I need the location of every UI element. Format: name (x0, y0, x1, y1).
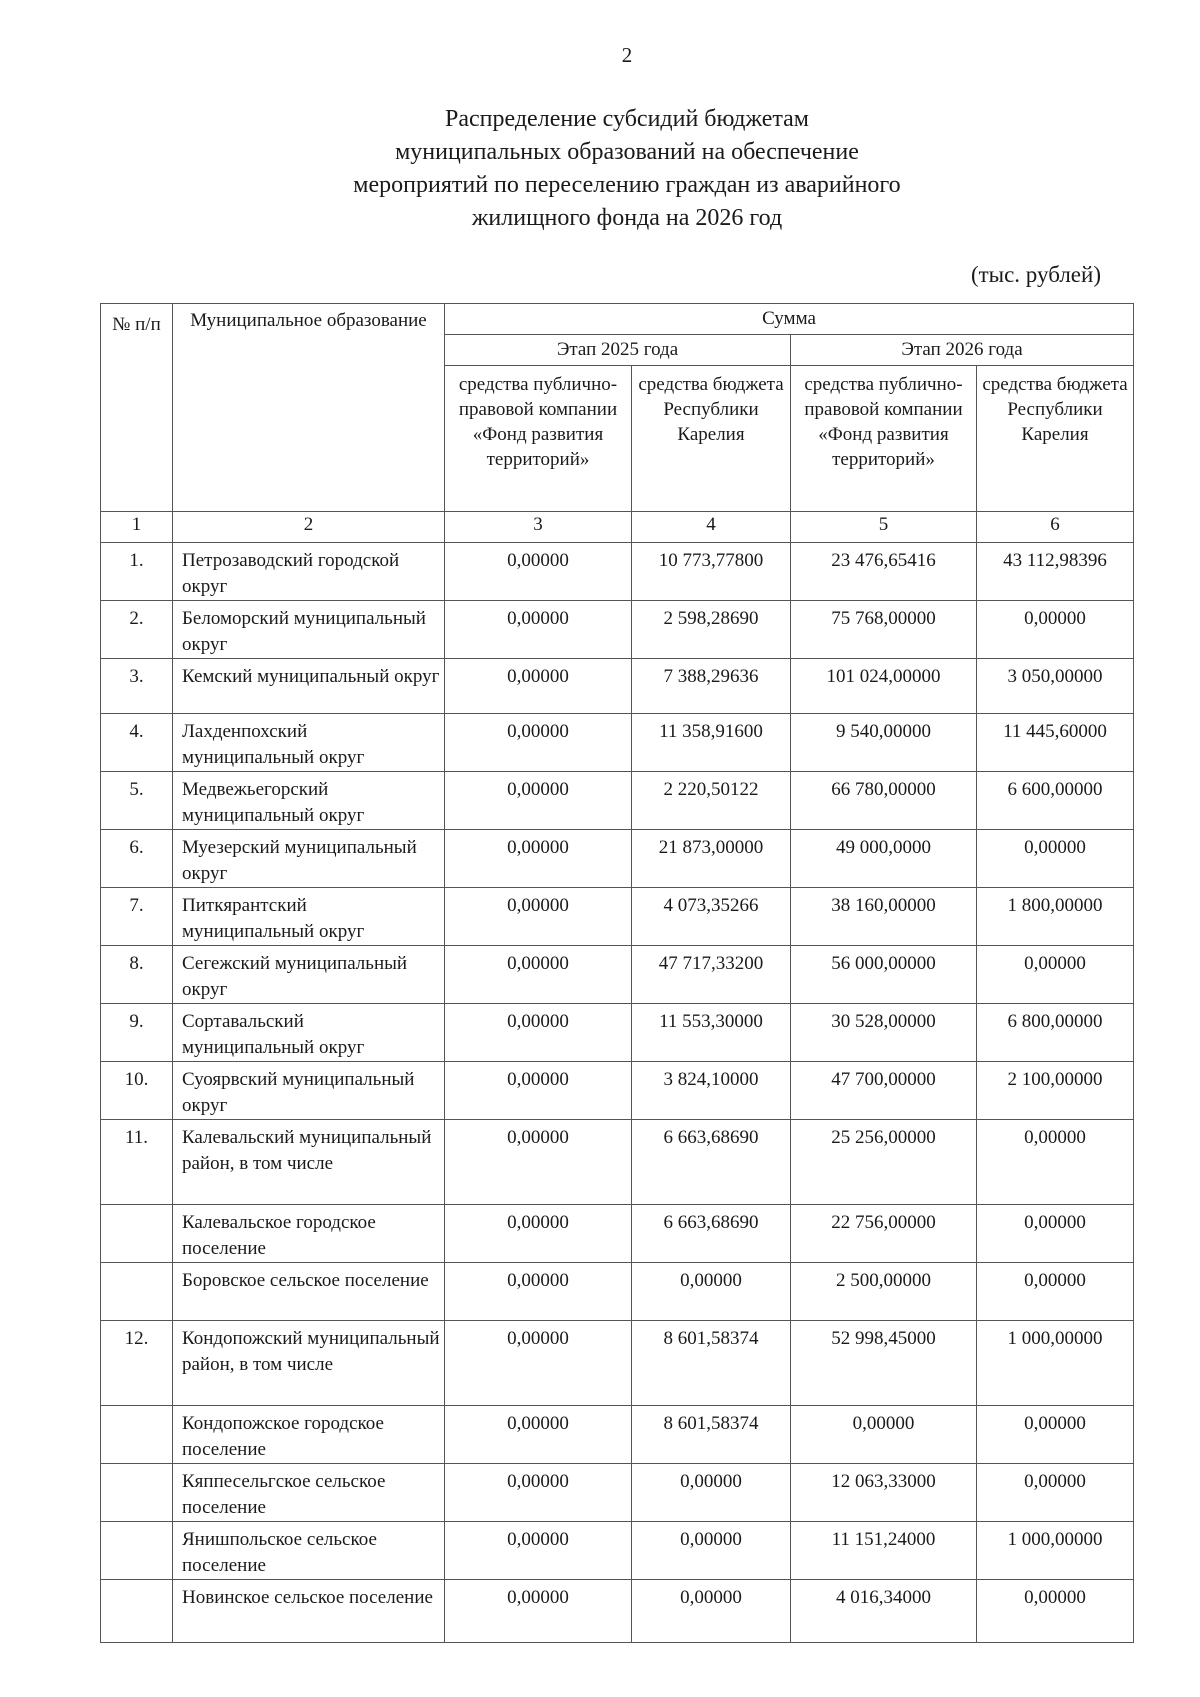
budget-2025-value: 10 773,77800 (632, 543, 791, 601)
budget-2026-value: 0,00000 (977, 1464, 1134, 1522)
header-municipality: Муниципальное образование (173, 304, 445, 512)
row-number: 8. (101, 946, 173, 1004)
municipality-name: Суоярвский муниципальный округ (173, 1062, 445, 1120)
header-fund-2026: средства публично-правовой компании «Фонд развития территорий» (791, 366, 977, 512)
budget-2026-value: 0,00000 (977, 946, 1134, 1004)
row-number: 6. (101, 830, 173, 888)
row-number: 11. (101, 1120, 173, 1205)
fund-2026-value: 30 528,00000 (791, 1004, 977, 1062)
fund-2025-value: 0,00000 (445, 1263, 632, 1321)
municipality-name: Муезерский муниципальный округ (173, 830, 445, 888)
budget-2026-value: 6 600,00000 (977, 772, 1134, 830)
header-num: № п/п (101, 304, 173, 512)
municipality-name: Кяппесельгское сельское поселение (173, 1464, 445, 1522)
row-number (101, 1464, 173, 1522)
municipality-name: Медвежьегорский муниципальный округ (173, 772, 445, 830)
fund-2026-value: 4 016,34000 (791, 1580, 977, 1643)
municipality-name: Беломорский муниципальный округ (173, 601, 445, 659)
budget-2025-value: 2 598,28690 (632, 601, 791, 659)
fund-2025-value: 0,00000 (445, 1321, 632, 1406)
table-row (101, 1205, 1134, 1263)
table-body (101, 512, 1134, 1643)
header-budget-2025: средства бюджета Республики Карелия (632, 366, 791, 512)
budget-2025-value: 3 824,10000 (632, 1062, 791, 1120)
municipality-name: Сегежский муниципальный округ (173, 946, 445, 1004)
table-row (101, 714, 1134, 772)
row-number: 2. (101, 601, 173, 659)
page-number: 2 (621, 43, 633, 67)
budget-2026-value: 0,00000 (977, 601, 1134, 659)
fund-2026-value: 23 476,65416 (791, 543, 977, 601)
municipality-name: Петрозаводский городской округ (173, 543, 445, 601)
budget-2025-value: 11 553,30000 (632, 1004, 791, 1062)
row-number: 4. (101, 714, 173, 772)
table-row (101, 946, 1134, 1004)
row-number (101, 1580, 173, 1643)
title-line: мероприятий по переселению граждан из аварийного (353, 172, 901, 198)
table-row (101, 1464, 1134, 1522)
column-index: 6 (977, 512, 1134, 543)
table-row (101, 1522, 1134, 1580)
fund-2026-value: 0,00000 (791, 1406, 977, 1464)
fund-2025-value: 0,00000 (445, 543, 632, 601)
row-number: 9. (101, 1004, 173, 1062)
fund-2025-value: 0,00000 (445, 946, 632, 1004)
fund-2026-value: 11 151,24000 (791, 1522, 977, 1580)
fund-2026-value: 12 063,33000 (791, 1464, 977, 1522)
row-number: 7. (101, 888, 173, 946)
budget-2025-value: 11 358,91600 (632, 714, 791, 772)
fund-2026-value: 25 256,00000 (791, 1120, 977, 1205)
fund-2026-value: 9 540,00000 (791, 714, 977, 772)
budget-2026-value: 1 000,00000 (977, 1522, 1134, 1580)
row-number (101, 1205, 173, 1263)
fund-2025-value: 0,00000 (445, 1580, 632, 1643)
row-number: 12. (101, 1321, 173, 1406)
fund-2025-value: 0,00000 (445, 1464, 632, 1522)
table-row (101, 601, 1134, 659)
budget-2026-value: 11 445,60000 (977, 714, 1134, 772)
budget-2025-value: 8 601,58374 (632, 1406, 791, 1464)
row-number (101, 1406, 173, 1464)
budget-2025-value: 0,00000 (632, 1263, 791, 1321)
fund-2025-value: 0,00000 (445, 830, 632, 888)
table-row (101, 1120, 1134, 1205)
budget-2025-value: 7 388,29636 (632, 659, 791, 714)
municipality-name: Лахденпохский муниципальный округ (173, 714, 445, 772)
table-header (101, 304, 1134, 512)
fund-2026-value: 2 500,00000 (791, 1263, 977, 1321)
table-row (101, 772, 1134, 830)
table-row (101, 659, 1134, 714)
municipality-name: Питкярантский муниципальный округ (173, 888, 445, 946)
subsidy-table (100, 303, 1134, 1643)
fund-2025-value: 0,00000 (445, 601, 632, 659)
municipality-name: Янишпольское сельское поселение (173, 1522, 445, 1580)
fund-2026-value: 66 780,00000 (791, 772, 977, 830)
budget-2025-value: 6 663,68690 (632, 1205, 791, 1263)
fund-2025-value: 0,00000 (445, 1205, 632, 1263)
budget-2026-value: 1 800,00000 (977, 888, 1134, 946)
budget-2026-value: 0,00000 (977, 1263, 1134, 1321)
fund-2025-value: 0,00000 (445, 714, 632, 772)
table-row (101, 1004, 1134, 1062)
budget-2025-value: 0,00000 (632, 1464, 791, 1522)
budget-2026-value: 0,00000 (977, 1580, 1134, 1643)
column-index: 2 (173, 512, 445, 543)
column-index: 5 (791, 512, 977, 543)
table-row (101, 1580, 1134, 1643)
budget-2026-value: 0,00000 (977, 1205, 1134, 1263)
municipality-name: Кемский муниципальный округ (173, 659, 445, 714)
header-stage-2026: Этап 2026 года (791, 335, 1134, 366)
table-row (101, 1062, 1134, 1120)
table-row (101, 543, 1134, 601)
municipality-name: Боровское сельское поселение (173, 1263, 445, 1321)
fund-2026-value: 52 998,45000 (791, 1321, 977, 1406)
table-row (101, 1406, 1134, 1464)
table-row (101, 888, 1134, 946)
fund-2026-value: 56 000,00000 (791, 946, 977, 1004)
fund-2025-value: 0,00000 (445, 659, 632, 714)
title-line: муниципальных образований на обеспечение (395, 139, 859, 165)
fund-2026-value: 47 700,00000 (791, 1062, 977, 1120)
table-row (101, 1321, 1134, 1406)
budget-2026-value: 0,00000 (977, 1120, 1134, 1205)
title-line: жилищного фонда на 2026 год (471, 205, 783, 231)
header-sum: Сумма (445, 304, 1134, 335)
fund-2025-value: 0,00000 (445, 1120, 632, 1205)
column-index: 4 (632, 512, 791, 543)
budget-2026-value: 0,00000 (977, 830, 1134, 888)
header-stage-2025: Этап 2025 года (445, 335, 791, 366)
municipality-name: Сортавальский муниципальный округ (173, 1004, 445, 1062)
units-label: (тыс. рублей) (970, 262, 1101, 287)
row-number: 5. (101, 772, 173, 830)
budget-2025-value: 6 663,68690 (632, 1120, 791, 1205)
budget-2026-value: 6 800,00000 (977, 1004, 1134, 1062)
budget-2026-value: 2 100,00000 (977, 1062, 1134, 1120)
fund-2025-value: 0,00000 (445, 1522, 632, 1580)
table-row (101, 830, 1134, 888)
municipality-name: Кондопожский муниципальный район, в том числе (173, 1321, 445, 1406)
row-number (101, 1263, 173, 1321)
column-index: 1 (101, 512, 173, 543)
row-number: 3. (101, 659, 173, 714)
document-title (0, 103, 1200, 235)
budget-2025-value: 8 601,58374 (632, 1321, 791, 1406)
row-number (101, 1522, 173, 1580)
fund-2025-value: 0,00000 (445, 1406, 632, 1464)
column-index-row (101, 512, 1134, 543)
municipality-name: Новинское сельское поселение (173, 1580, 445, 1643)
budget-2026-value: 0,00000 (977, 1406, 1134, 1464)
table-row (101, 1263, 1134, 1321)
column-index: 3 (445, 512, 632, 543)
fund-2025-value: 0,00000 (445, 772, 632, 830)
row-number: 10. (101, 1062, 173, 1120)
budget-2026-value: 43 112,98396 (977, 543, 1134, 601)
municipality-name: Калевальское городское поселение (173, 1205, 445, 1263)
fund-2026-value: 38 160,00000 (791, 888, 977, 946)
fund-2025-value: 0,00000 (445, 1004, 632, 1062)
municipality-name: Кондопожское городское поселение (173, 1406, 445, 1464)
header-fund-2025: средства публично-правовой компании «Фонд развития территорий» (445, 366, 632, 512)
budget-2025-value: 0,00000 (632, 1522, 791, 1580)
row-number: 1. (101, 543, 173, 601)
municipality-name: Калевальский муниципальный район, в том числе (173, 1120, 445, 1205)
budget-2025-value: 4 073,35266 (632, 888, 791, 946)
budget-2025-value: 2 220,50122 (632, 772, 791, 830)
fund-2026-value: 22 756,00000 (791, 1205, 977, 1263)
fund-2026-value: 75 768,00000 (791, 601, 977, 659)
title-line: Распределение субсидий бюджетам (445, 106, 809, 132)
budget-2025-value: 21 873,00000 (632, 830, 791, 888)
budget-2025-value: 0,00000 (632, 1580, 791, 1643)
fund-2025-value: 0,00000 (445, 1062, 632, 1120)
fund-2026-value: 101 024,00000 (791, 659, 977, 714)
fund-2025-value: 0,00000 (445, 888, 632, 946)
header-budget-2026: средства бюджета Республики Карелия (977, 366, 1134, 512)
budget-2026-value: 3 050,00000 (977, 659, 1134, 714)
fund-2026-value: 49 000,0000 (791, 830, 977, 888)
budget-2025-value: 47 717,33200 (632, 946, 791, 1004)
budget-2026-value: 1 000,00000 (977, 1321, 1134, 1406)
